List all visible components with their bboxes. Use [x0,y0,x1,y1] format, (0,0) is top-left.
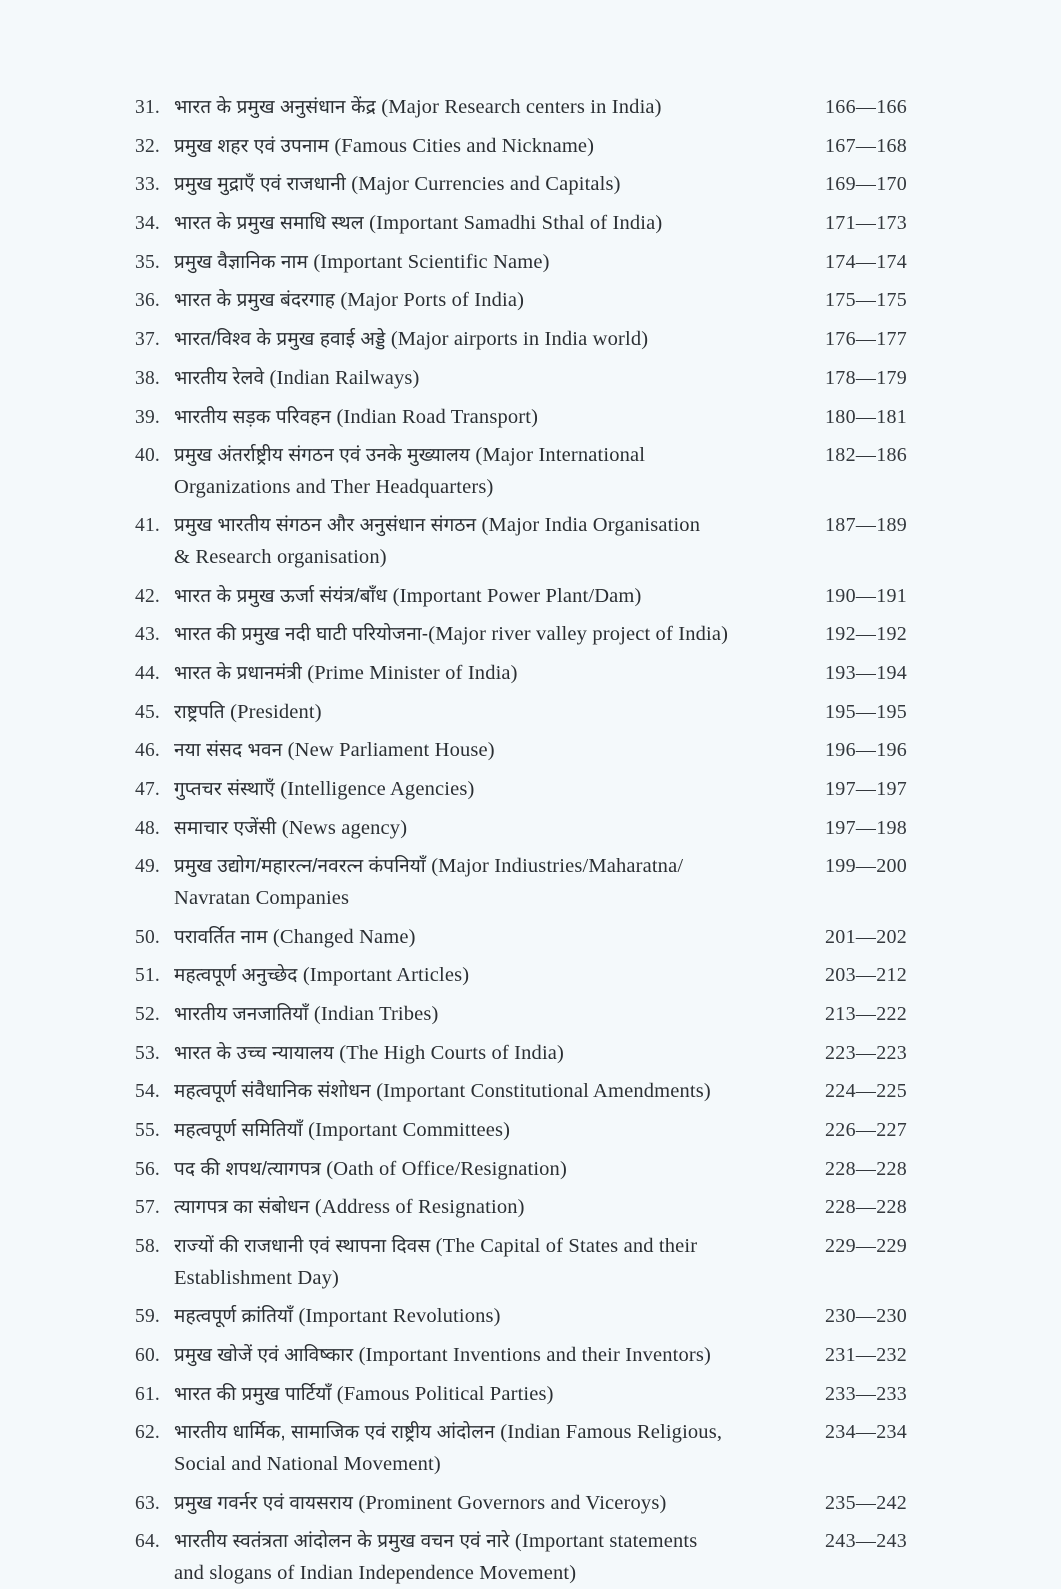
toc-entry-title [174,960,825,992]
toc-entry-title [174,658,825,690]
toc-entry-title-hindi: भारत के प्रमुख ऊर्जा संयंत्र/बाँध [174,585,393,607]
toc-entry[interactable] [118,510,943,573]
toc-entry-title [174,440,825,503]
toc-entry-title-hindi: पद की शपथ/त्यागपत्र [174,1158,327,1180]
toc-entry-title-english: (Indian Railways) [269,366,420,389]
toc-entry-title-english: (Important Samadhi Sthal of India) [369,212,663,235]
toc-entry-number: 31. [135,97,160,118]
toc-entry-page-range: 182—186 [825,444,908,467]
toc-entry[interactable] [118,1115,943,1147]
toc-entry-page-range: 203—212 [825,964,908,987]
toc-entry[interactable] [118,1192,943,1224]
toc-entry-title [174,1038,825,1070]
toc-entry[interactable] [118,1038,943,1070]
toc-entry-number: 57. [135,1197,160,1219]
toc-entry-number: 53. [135,1042,160,1064]
toc-entry-title-hindi: भारतीय धार्मिक, सामाजिक एवं राष्ट्रीय आंदोलन [174,1422,501,1444]
toc-entry-title-english: (Major International [475,444,646,467]
toc-entry[interactable] [118,1488,943,1520]
toc-entry-title-english: (New Parliament House) [287,739,495,762]
toc-entry[interactable] [118,813,943,845]
toc-entry-title [174,922,825,954]
toc-entry-title-hindi: भारत/विश्व के प्रमुख हवाई अड्डे [174,329,391,351]
toc-entry-title [174,324,825,356]
toc-entry-page-range: 187—189 [825,514,908,537]
toc-entry-page-range: 175—175 [825,289,908,312]
toc-entry-title [174,774,825,806]
toc-entry-page-range: 180—181 [825,405,908,428]
toc-entry-title [174,285,825,317]
toc-entry[interactable] [118,1301,943,1333]
toc-entry-number: 39. [135,406,160,428]
toc-entry-title [174,247,825,279]
toc-entry-number: 64. [135,1531,160,1553]
toc-entry-title-continuation: Establishment Day) [174,1266,339,1289]
toc-entry-page-range: 226—227 [825,1119,908,1141]
toc-entry-page-range: 176—177 [825,328,908,351]
toc-entry-number: 34. [135,213,160,235]
toc-entry-page-range: 229—229 [825,1235,908,1258]
toc-entry-page-range: 243—243 [825,1530,908,1553]
toc-entry-title-hindi: परावर्तित नाम [174,926,273,948]
toc-entry-page-range: 178—179 [825,366,908,389]
toc-entry-page-range: 192—192 [825,623,908,646]
toc-entry-number: 49. [135,856,160,878]
toc-entry-title [174,619,825,651]
toc-entry-title-hindi: भारतीय जनजातियाँ [174,1003,314,1025]
toc-entry-title-english: (Address of Resignation) [314,1196,525,1219]
toc-entry-title-continuation: & Research organisation) [174,545,387,568]
toc-entry-title-hindi: राज्यों की राजधानी एवं स्थापना दिवस [174,1236,436,1258]
toc-entry-title [174,581,825,613]
toc-entry-title-english: (Intelligence Agencies) [280,778,475,800]
toc-entry-number: 44. [135,662,160,684]
toc-entry-page-range: 224—225 [825,1080,908,1103]
toc-entry-title-hindi: प्रमुख गवर्नर एवं वायसराय [174,1492,359,1514]
toc-entry[interactable] [118,402,943,434]
toc-entry-number: 52. [135,1003,160,1025]
toc-entry-number: 54. [135,1081,160,1103]
toc-entry[interactable] [118,960,943,992]
toc-entry-number: 41. [135,515,160,537]
toc-entry-title-english: (Major river valley project of India) [428,623,729,646]
toc-entry[interactable] [118,1231,943,1294]
toc-entry-title [174,1154,825,1186]
toc-entry-title-english: (The High Courts of India) [339,1041,565,1064]
toc-entry-title [174,1488,825,1520]
toc-entry-number: 32. [135,135,160,157]
toc-entry-number: 59. [135,1306,160,1328]
toc-entry-title-english: (Important Constitutional Amendments) [376,1080,711,1103]
toc-entry-page-range: 167—168 [825,134,908,157]
toc-entry-title-hindi: भारत के प्रधानमंत्री [174,662,308,684]
toc-entry-page-range: 201—202 [825,925,908,948]
toc-entry-number: 35. [135,251,160,273]
toc-entry[interactable] [118,324,943,356]
toc-entry[interactable] [118,658,943,690]
toc-entry-title [174,208,825,240]
toc-entry-title-continuation: Social and National Movement) [174,1452,441,1475]
toc-entry[interactable] [118,999,943,1031]
toc-entry-title-hindi: प्रमुख मुद्राएँ एवं राजधानी [174,174,352,196]
toc-entry[interactable] [118,581,943,613]
toc-entry-number: 42. [135,585,160,607]
toc-entry-title [174,1192,825,1224]
toc-entry-title-english: (Indian Tribes) [313,1002,439,1025]
toc-entry-title-hindi: महत्वपूर्ण अनुच्छेद [174,965,303,987]
toc-entry-title-english: (Major airports in India world) [390,328,649,351]
toc-entry-number: 60. [135,1344,160,1366]
toc-entry[interactable] [118,1340,943,1372]
toc-entry-title-english: (Famous Cities and Nickname) [334,134,595,157]
toc-entry-title-hindi: त्यागपत्र का संबोधन [174,1197,315,1219]
toc-entry[interactable] [118,131,943,163]
toc-entry-title [174,131,825,163]
toc-entry-title-hindi: महत्वपूर्ण समितियाँ [174,1120,309,1141]
toc-entry-page-range: 166—166 [825,96,908,118]
toc-entry-title-english: (Prime Minister of India) [307,661,518,684]
toc-entry[interactable] [118,851,943,914]
toc-entry-page-range: 234—234 [825,1421,908,1444]
toc-entry-number: 36. [135,290,160,312]
toc-entry-title [174,402,825,434]
toc-entry-number: 37. [135,329,160,351]
table-of-contents-list [118,92,943,1589]
toc-entry-title-hindi: भारत के प्रमुख बंदरगाह [174,290,341,312]
toc-entry-page-range: 190—191 [825,584,908,607]
toc-entry-title-english: (Major Ports of India) [340,289,525,312]
toc-entry-title [174,169,825,201]
toc-entry[interactable] [118,285,943,317]
toc-entry[interactable] [118,922,943,954]
toc-entry-number: 55. [135,1120,160,1141]
toc-entry-title-english: (Important Revolutions) [298,1305,501,1328]
toc-entry[interactable] [118,735,943,767]
toc-entry-number: 33. [135,174,160,196]
toc-entry-title-english: (Major India Organisation [481,514,701,537]
toc-entry[interactable] [118,1417,943,1480]
toc-entry-title-hindi: महत्वपूर्ण संवैधानिक संशोधन [174,1081,377,1103]
toc-entry-title-english: (Important Inventions and their Inventors) [358,1343,712,1366]
toc-entry-title [174,1301,825,1333]
toc-entry-title-hindi: भारतीय रेलवे [174,367,270,389]
toc-entry-page-range: 213—222 [825,1002,908,1025]
toc-entry-title-hindi: भारत के प्रमुख समाधि स्थल [174,213,370,235]
toc-entry[interactable] [118,440,943,503]
toc-entry-title-english: (Major Research centers in India) [381,96,662,118]
toc-entry-title-english: (Major Currencies and Capitals) [351,173,621,196]
toc-entry-title-hindi: भारत की प्रमुख पार्टियाँ [174,1383,337,1405]
toc-entry[interactable] [118,619,943,651]
toc-entry-title [174,735,825,767]
toc-entry-title-hindi: प्रमुख अंतर्राष्ट्रीय संगठन एवं उनके मुख्यालय [174,445,476,467]
toc-entry-title-hindi: भारत की प्रमुख नदी घाटी परियोजना- [174,624,429,646]
toc-entry-page-range: 195—195 [825,700,908,723]
toc-entry-title-english: (Changed Name) [272,925,416,948]
toc-entry-number: 63. [135,1492,160,1514]
toc-entry-number: 51. [135,965,160,987]
toc-entry-title [174,813,825,845]
toc-entry-title-hindi: प्रमुख शहर एवं उपनाम [174,135,335,157]
toc-entry-title-hindi: प्रमुख भारतीय संगठन और अनुसंधान संगठन [174,515,482,537]
toc-entry-title-hindi: भारतीय सड़क परिवहन [174,406,337,428]
toc-entry-page-range: 228—228 [825,1196,908,1219]
toc-entry-number: 56. [135,1158,160,1180]
toc-entry[interactable] [118,1154,943,1186]
toc-entry[interactable] [118,1379,943,1411]
toc-entry-title-hindi: समाचार एजेंसी [174,817,282,839]
toc-entry-title-hindi: भारत के उच्च न्यायालय [174,1042,340,1064]
toc-entry-title-english: (Famous Political Parties) [336,1382,554,1405]
toc-entry-page-range: 199—200 [825,855,908,878]
toc-entry[interactable] [118,1076,943,1108]
toc-entry-title [174,1076,825,1108]
toc-entry-title [174,92,825,124]
toc-entry-page-range: 196—196 [825,739,908,762]
toc-entry-title-english: (Important Scientific Name) [313,250,550,273]
toc-entry-title-hindi: नया संसद भवन [174,740,288,762]
toc-entry-title-english: (Important Power Plant/Dam) [392,584,642,607]
toc-entry[interactable] [118,774,943,806]
toc-entry-page-range: 233—233 [825,1382,908,1405]
toc-entry[interactable] [118,363,943,395]
toc-entry-title [174,697,825,729]
toc-entry-page-range: 169—170 [825,173,908,196]
toc-entry-title-hindi: भारतीय स्वतंत्रता आंदोलन के प्रमुख वचन एवं नारे [174,1531,515,1553]
toc-entry-title-continuation: and slogans of Indian Independence Movement) [174,1561,577,1584]
toc-entry-title [174,1379,825,1411]
toc-entry-title [174,1417,825,1480]
toc-entry-number: 61. [135,1383,160,1405]
toc-entry-title-english: (Prominent Governors and Viceroys) [358,1491,667,1514]
toc-entry-title-english: (News agency) [281,816,408,839]
toc-entry-title-english: (Important Committees) [308,1119,511,1141]
toc-entry-page-range: 228—228 [825,1157,908,1180]
toc-entry[interactable] [118,92,943,124]
toc-entry-number: 62. [135,1422,160,1444]
toc-entry-title [174,999,825,1031]
toc-entry-title-english: (Indian Road Transport) [336,405,539,428]
toc-entry-title-english: (President) [230,700,322,723]
toc-entry[interactable] [118,1526,943,1589]
toc-entry-title-english: (Indian Famous Religious, [500,1421,723,1444]
toc-entry-title-english: (Major Indiustries/Maharatna/ [431,855,684,878]
toc-entry-number: 48. [135,817,160,839]
toc-entry-title [174,510,825,573]
toc-entry[interactable] [118,169,943,201]
toc-entry-number: 47. [135,779,160,800]
toc-entry-title [174,1340,825,1372]
toc-entry-title [174,851,825,914]
toc-entry-title-hindi: प्रमुख वैज्ञानिक नाम [174,251,314,273]
toc-entry-title-english: (The Capital of States and their [435,1235,698,1258]
toc-entry-number: 50. [135,926,160,948]
toc-entry-title [174,363,825,395]
toc-entry[interactable] [118,697,943,729]
toc-entry-page-range: 193—194 [825,661,908,684]
toc-entry-number: 43. [135,624,160,646]
toc-entry-page-range: 197—197 [825,778,908,800]
toc-entry-page-range: 197—198 [825,816,908,839]
toc-entry-title-hindi: भारत के प्रमुख अनुसंधान केंद्र [174,97,382,118]
toc-entry-number: 38. [135,367,160,389]
toc-entry-title-hindi: राष्ट्रपति [174,701,231,723]
toc-entry[interactable] [118,247,943,279]
toc-entry-title-hindi: प्रमुख उद्योग/महारत्न/नवरत्न कंपनियाँ [174,856,432,878]
toc-entry-page-range: 223—223 [825,1041,908,1064]
toc-entry-page-range: 174—174 [825,250,908,273]
toc-entry-page-range: 231—232 [825,1343,908,1366]
toc-entry-number: 45. [135,701,160,723]
toc-entry[interactable] [118,208,943,240]
toc-entry-title [174,1231,825,1294]
toc-entry-page-range: 171—173 [825,212,908,235]
toc-entry-title-hindi: गुप्तचर संस्थाएँ [174,779,281,800]
toc-entry-page-range: 235—242 [825,1491,908,1514]
toc-entry-title-continuation: Organizations and Ther Headquarters) [174,475,494,498]
toc-entry-title-hindi: प्रमुख खोजें एवं आविष्कार [174,1344,359,1366]
toc-entry-number: 58. [135,1236,160,1258]
toc-entry-title [174,1115,825,1147]
toc-entry-number: 40. [135,445,160,467]
toc-entry-page-range: 230—230 [825,1305,908,1328]
toc-entry-title-hindi: महत्वपूर्ण क्रांतियाँ [174,1306,299,1328]
toc-entry-title-continuation: Navratan Companies [174,886,350,909]
toc-entry-title-english: (Important statements [514,1530,698,1553]
toc-entry-title-english: (Oath of Office/Resignation) [326,1157,567,1180]
toc-entry-title-english: (Important Articles) [302,964,470,987]
toc-entry-title [174,1526,825,1589]
toc-entry-number: 46. [135,740,160,762]
